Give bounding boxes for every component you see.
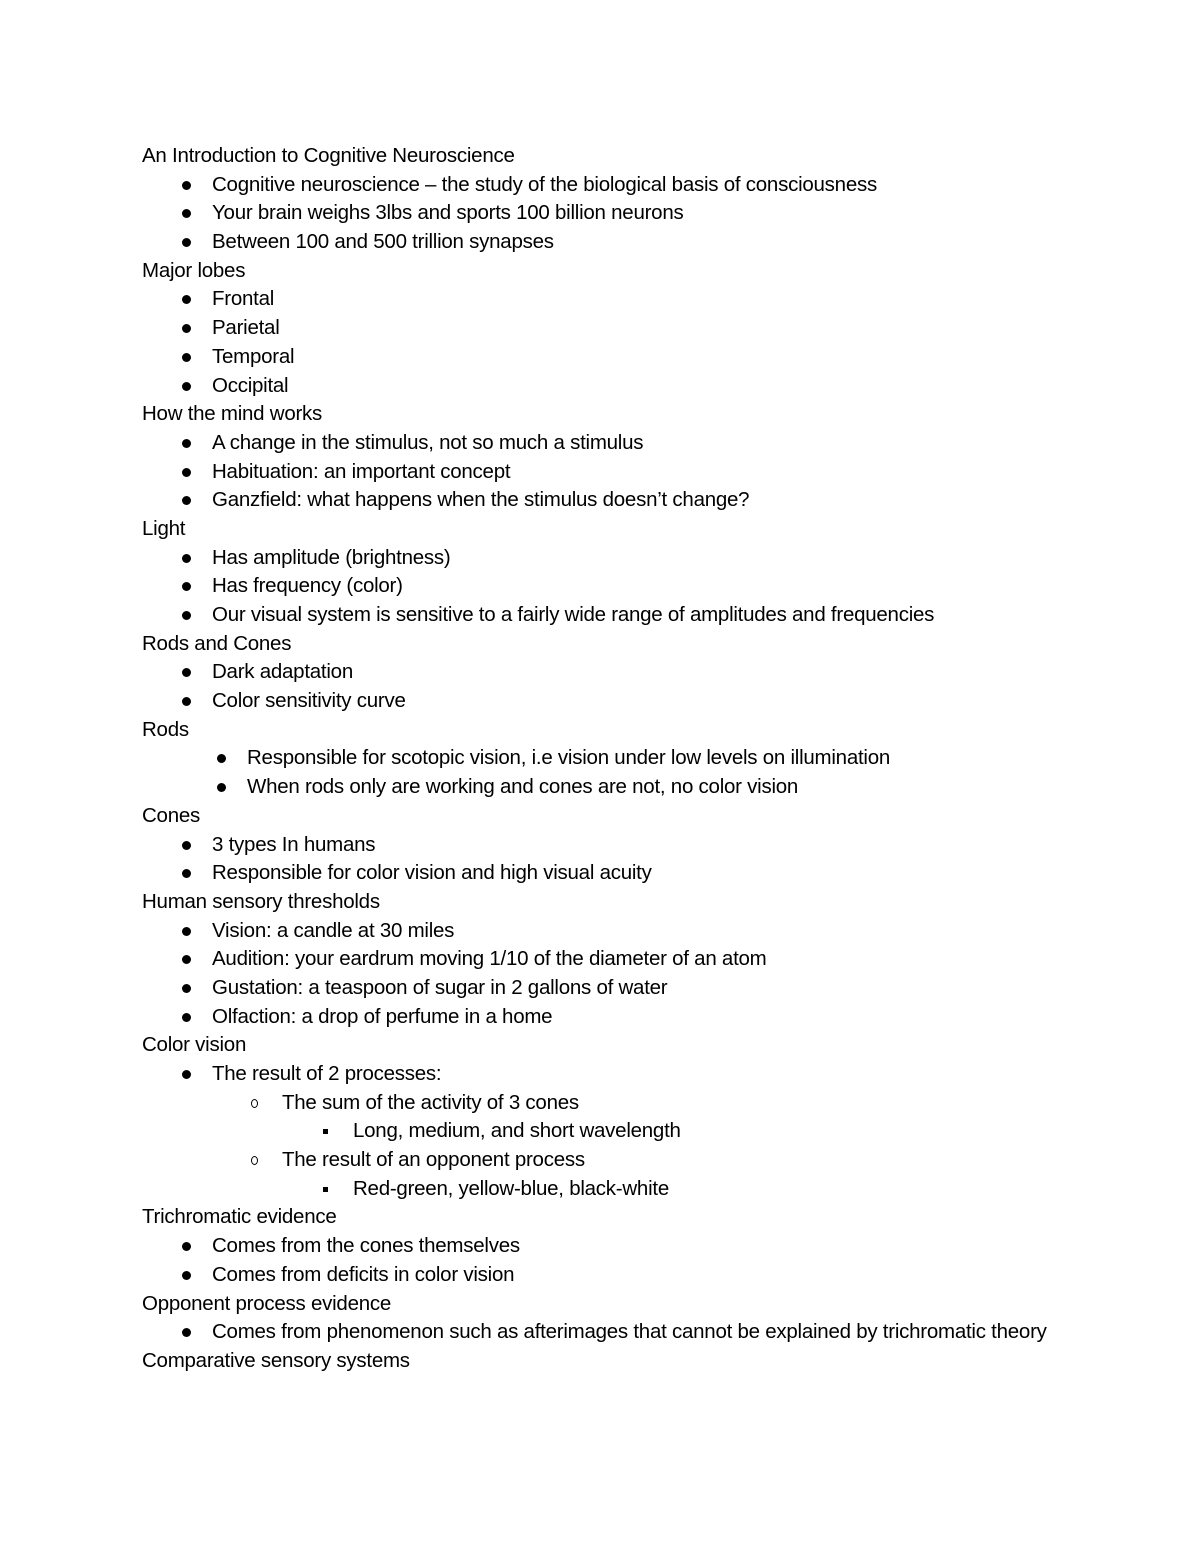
bullet-dot-icon: [176, 859, 196, 888]
bullet-circle-icon: [246, 1146, 266, 1175]
bullet-dot-icon: [176, 458, 196, 487]
list-item: [142, 285, 1082, 314]
section-heading: [142, 515, 1082, 544]
bullet-dot-icon: [176, 171, 196, 200]
item-text: When rods only are working and cones are not, no color vision: [247, 775, 799, 799]
bullet-square-icon: [316, 1175, 336, 1204]
list-item: [142, 974, 1082, 1003]
bullet-dot-icon: [211, 773, 231, 802]
bullet-dot-icon: [176, 945, 196, 974]
list-item: [142, 1089, 1082, 1118]
section-heading: [142, 716, 1082, 745]
section-heading: [142, 400, 1082, 429]
bullet-dot-icon: [176, 314, 196, 343]
list-item: [142, 572, 1082, 601]
list-item: [142, 343, 1082, 372]
list-item: [142, 601, 1082, 630]
section-heading: [142, 802, 1082, 831]
item-text: The result of an opponent process: [282, 1148, 585, 1172]
item-text: The result of 2 processes:: [212, 1062, 442, 1085]
item-text: Between 100 and 500 trillion synapses: [212, 230, 554, 254]
list-item: [142, 199, 1082, 228]
list-item: [142, 171, 1082, 200]
heading-text: How the mind works: [142, 402, 323, 426]
list-item: [142, 744, 1082, 773]
heading-text: Cones: [142, 803, 201, 827]
item-text: A change in the stimulus, not so much a stimulus: [212, 430, 644, 454]
section-heading: [142, 630, 1082, 659]
item-text: Has amplitude (brightness): [212, 545, 451, 569]
item-text: Temporal: [212, 344, 295, 368]
section-heading: [142, 1347, 1082, 1376]
section-heading: [142, 1031, 1082, 1060]
section-heading: [142, 1203, 1082, 1232]
list-item: [142, 486, 1082, 515]
section-heading: [142, 142, 1082, 171]
list-item: [142, 687, 1082, 716]
bullet-dot-icon: [176, 917, 196, 946]
item-text: Our visual system is sensitive to a fairly wide range of amplitudes and frequencies: [212, 603, 935, 626]
list-item: [142, 1003, 1082, 1032]
item-text: Ganzfield: what happens when the stimulus doesn’t change?: [212, 488, 750, 512]
item-text: Responsible for scotopic vision, i.e vision under low levels on illumination: [247, 746, 891, 770]
list-item: [142, 314, 1082, 343]
list-item: [142, 1261, 1082, 1290]
heading-text: An Introduction to Cognitive Neuroscience: [142, 144, 515, 167]
bullet-dot-icon: [176, 1232, 196, 1261]
list-item: [142, 945, 1082, 974]
list-item: [142, 458, 1082, 487]
bullet-dot-icon: [176, 1060, 196, 1089]
item-text: Color sensitivity curve: [212, 689, 406, 713]
list-item: [142, 544, 1082, 573]
item-text: Audition: your eardrum moving 1/10 of the diameter of an atom: [212, 947, 767, 971]
list-item: [142, 1146, 1082, 1175]
item-text: Gustation: a teaspoon of sugar in 2 gallons of water: [212, 975, 668, 999]
section-heading: [142, 1290, 1082, 1319]
item-text: Your brain weighs 3lbs and sports 100 billion neurons: [212, 201, 684, 225]
document-body: [142, 142, 1082, 1376]
bullet-dot-icon: [176, 544, 196, 573]
heading-text: Rods: [142, 717, 189, 741]
item-text: Parietal: [212, 316, 280, 340]
list-item: [142, 228, 1082, 257]
list-item: [142, 773, 1082, 802]
item-text: Habituation: an important concept: [212, 459, 511, 483]
heading-text: Light: [142, 516, 186, 540]
bullet-dot-icon: [211, 744, 231, 773]
heading-text: Opponent process evidence: [142, 1291, 392, 1315]
item-text: Has frequency (color): [212, 574, 403, 598]
item-text: Comes from the cones themselves: [212, 1234, 520, 1258]
list-item: [142, 1175, 1082, 1204]
bullet-circle-icon: [246, 1089, 266, 1118]
bullet-square-icon: [316, 1117, 336, 1146]
item-text: Comes from deficits in color vision: [212, 1262, 515, 1286]
bullet-dot-icon: [176, 486, 196, 515]
item-text: Olfaction: a drop of perfume in a home: [212, 1004, 553, 1028]
heading-text: Trichromatic evidence: [142, 1205, 337, 1229]
bullet-dot-icon: [176, 228, 196, 257]
section-heading: [142, 888, 1082, 917]
item-text: 3 types In humans: [212, 832, 376, 856]
section-heading: [142, 257, 1082, 286]
bullet-dot-icon: [176, 1261, 196, 1290]
list-item: [142, 859, 1082, 888]
list-item: [142, 1318, 1082, 1347]
item-text: Frontal: [212, 287, 275, 311]
item-text: Vision: a candle at 30 miles: [212, 918, 455, 942]
list-item: [142, 429, 1082, 458]
bullet-dot-icon: [176, 831, 196, 860]
item-text: Long, medium, and short wavelength: [353, 1119, 681, 1143]
heading-text: Rods and Cones: [142, 631, 292, 655]
bullet-dot-icon: [176, 601, 196, 630]
list-item: [142, 831, 1082, 860]
list-item: [142, 1232, 1082, 1261]
item-text: The sum of the activity of 3 cones: [282, 1090, 579, 1114]
item-text: Cognitive neuroscience – the study of the biological basis of consciousness: [212, 172, 877, 196]
bullet-dot-icon: [176, 687, 196, 716]
item-text: Red-green, yellow-blue, black-white: [353, 1176, 669, 1200]
bullet-dot-icon: [176, 429, 196, 458]
heading-text: Comparative sensory systems: [142, 1348, 410, 1372]
bullet-dot-icon: [176, 572, 196, 601]
bullet-dot-icon: [176, 372, 196, 401]
bullet-dot-icon: [176, 343, 196, 372]
heading-text: Major lobes: [142, 258, 246, 282]
bullet-dot-icon: [176, 974, 196, 1003]
list-item: [142, 658, 1082, 687]
item-text: Comes from phenomenon such as afterimages that cannot be explained by trichromatic theory: [212, 1320, 1047, 1344]
heading-text: Human sensory thresholds: [142, 889, 380, 913]
bullet-dot-icon: [176, 285, 196, 314]
list-item: [142, 1117, 1082, 1146]
bullet-dot-icon: [176, 1003, 196, 1032]
bullet-dot-icon: [176, 199, 196, 228]
list-item: [142, 372, 1082, 401]
bullet-dot-icon: [176, 658, 196, 687]
list-item: [142, 1060, 1082, 1089]
item-text: Responsible for color vision and high visual acuity: [212, 861, 652, 885]
heading-text: Color vision: [142, 1033, 247, 1057]
bullet-dot-icon: [176, 1318, 196, 1347]
list-item: [142, 917, 1082, 946]
item-text: Occipital: [212, 373, 289, 397]
item-text: Dark adaptation: [212, 660, 353, 684]
